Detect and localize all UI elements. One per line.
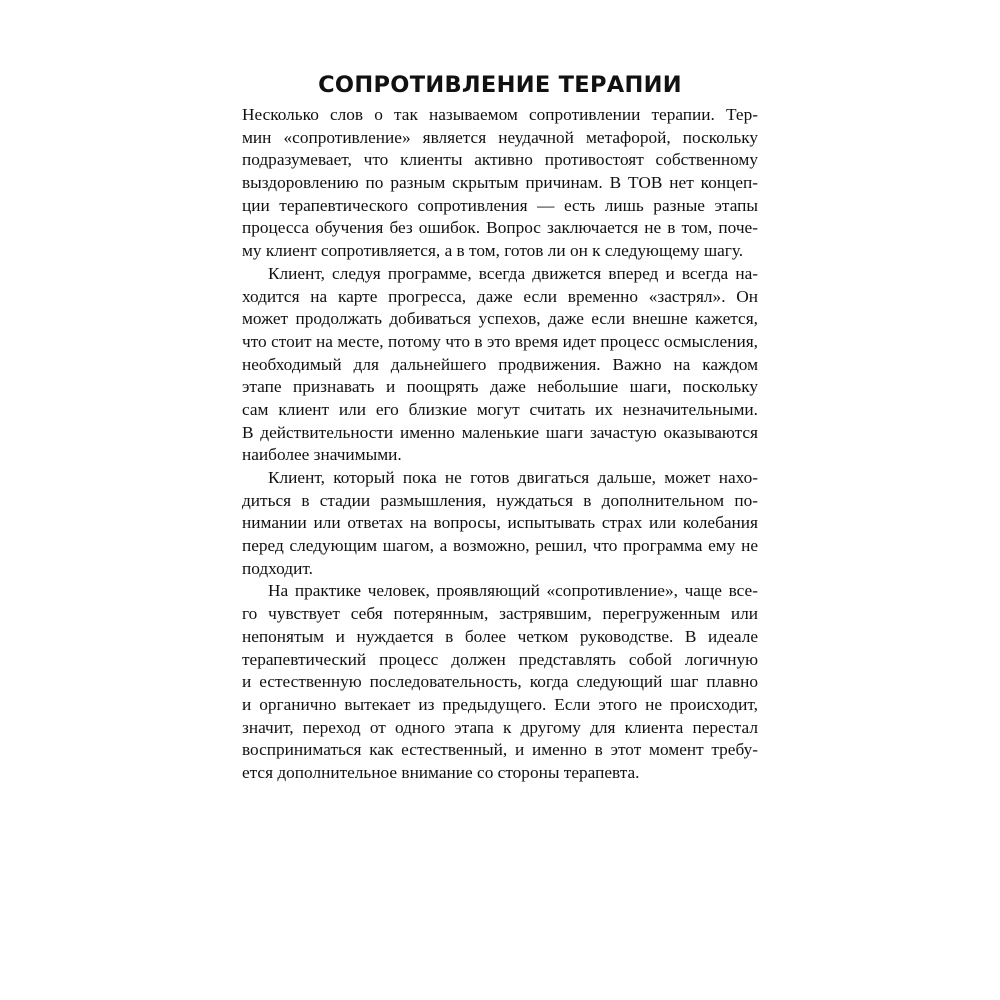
- text-line: ции терапевтического сопротивления — есть лишь разные этапы: [242, 195, 758, 215]
- text-line: мин «сопротивление» является неудачной метафорой, поскольку: [242, 127, 758, 147]
- text-line: значит, переход от одного этапа к другому для клиента перестал: [242, 717, 758, 737]
- text-line: ходится на карте прогресса, даже если временно «застрял». Он: [242, 286, 758, 306]
- text-line: процесса обучения без ошибок. Вопрос заключается не в том, поче-: [242, 218, 758, 238]
- body-text: [242, 104, 758, 785]
- text-line: необходимый для дальнейшего продвижения. Важно на каждом: [242, 354, 758, 374]
- text-line: подразумевает, что клиенты активно противостоят собственному: [242, 150, 758, 170]
- text-line: диться в стадии размышления, нуждаться в дополнительном по-: [242, 490, 758, 510]
- text-line: перед следующим шагом, а возможно, решил, что программа ему не: [242, 536, 758, 556]
- text-line: Клиент, следуя программе, всегда движется вперед и всегда на-: [268, 263, 758, 283]
- text-line: и естественную последовательность, когда следующий шаг плавно: [242, 672, 758, 692]
- text-line: подходит.: [242, 558, 313, 578]
- text-line: Несколько слов о так называемом сопротивлении терапии. Тер-: [242, 105, 758, 124]
- text-line: терапевтический процесс должен представлять собой логичную: [242, 649, 758, 669]
- paragraph-4: [242, 580, 758, 784]
- text-line: наиболее значимыми.: [242, 445, 402, 465]
- text-line: В действительности именно маленькие шаги зачастую оказываются: [242, 422, 758, 442]
- text-line: выздоровлению по разным скрытым причинам. В ТОВ нет концеп-: [242, 173, 758, 193]
- text-line: го чувствует себя потерянным, застрявшим, перегруженным или: [242, 604, 758, 624]
- text-line: может продолжать добиваться успехов, даже если внешне кажется,: [242, 309, 758, 329]
- text-line: му клиент сопротивляется, а в том, готов ли он к следующему шагу.: [242, 241, 744, 261]
- text-line: ется дополнительное внимание со стороны терапевта.: [242, 762, 640, 782]
- paragraph-2: [242, 263, 758, 467]
- text-line: нимании или ответах на вопросы, испытывать страх или колебания: [242, 513, 758, 533]
- text-line: непонятым и нуждается в более четком руководстве. В идеале: [242, 626, 758, 646]
- text-line: что стоит на месте, потому что в это время идет процесс осмысления,: [242, 331, 758, 351]
- text-line: восприниматься как естественный, и именно в этот момент требу-: [242, 740, 758, 760]
- paragraph-1: [242, 104, 758, 263]
- text-line: сам клиент или его близкие могут считать их незначительными.: [242, 399, 758, 419]
- page-title: СОПРОТИВЛЕНИЕ ТЕРАПИИ: [318, 72, 682, 98]
- text-line: этапе признавать и поощрять даже небольшие шаги, поскольку: [242, 377, 758, 397]
- text-line: Клиент, который пока не готов двигаться дальше, может нахо-: [268, 468, 758, 487]
- text-line: На практике человек, проявляющий «сопротивление», чаще все-: [268, 581, 758, 601]
- paragraph-3: [242, 467, 758, 580]
- text-line: и органично вытекает из предыдущего. Если этого не происходит,: [242, 694, 758, 714]
